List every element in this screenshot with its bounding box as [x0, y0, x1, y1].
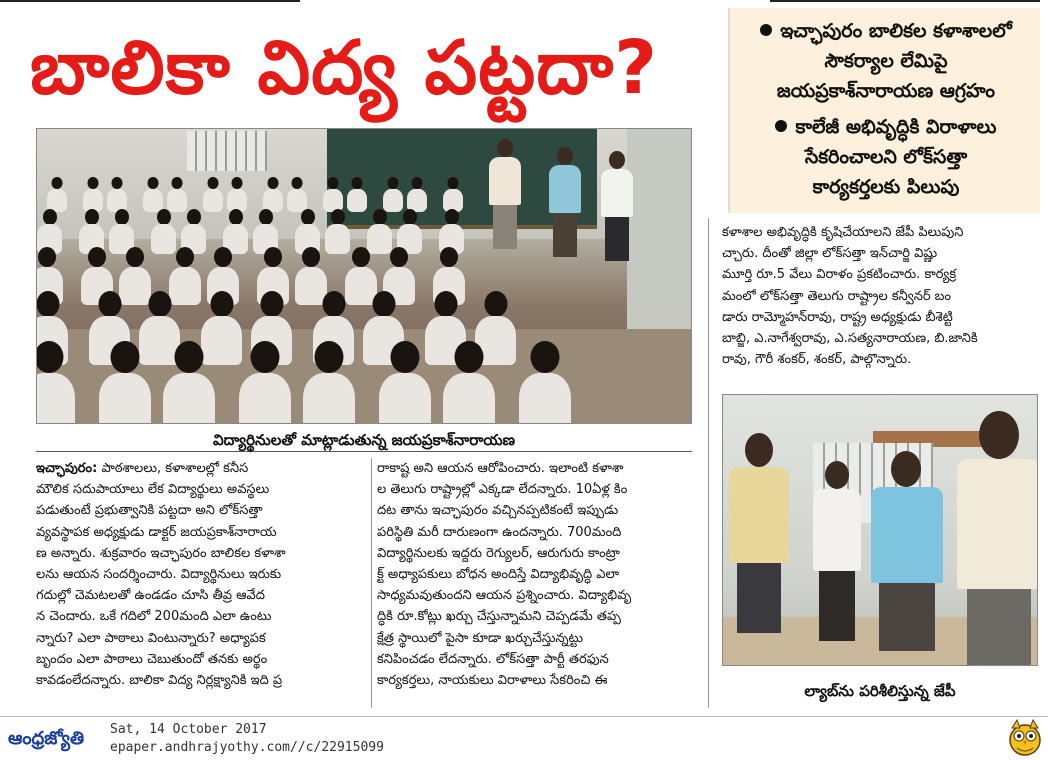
highlight-1-line-1: ఇచ్ఛాపురం బాలికల కళాశాలలో	[730, 20, 1042, 47]
top-rule-right	[770, 0, 1040, 2]
highlight-1-line-3: జయప్రకాశ్‌నారాయణ ఆగ్రహం	[776, 80, 996, 102]
article-line: చ్చారు. దీంతో జిల్లా లోక్‌సత్తా ఇన్‌చార్జి విష్ణు	[722, 246, 938, 262]
lab-photo-caption: ల్యాబ్‌ను పరిశీలిస్తున్న జేపీ	[804, 682, 956, 700]
article-column-1	[36, 458, 366, 691]
article-line: ణ అన్నారు. శుక్రవారం ఇచ్ఛాపురం బాలికల కళాశా	[36, 545, 286, 561]
article-line: కార్యకర్తలు, నాయకులు విరాళాలు సేకరించి ఈ	[377, 673, 608, 689]
article-column-3	[722, 222, 1040, 370]
article-line: డారు రామ్మోహన్‌రావు, రాష్ట్ర అధ్యక్షుడు బీశెట్టి	[722, 309, 953, 325]
article-line: బృందం ఎలా పాఠాలు చెబుతుందో తనకు అర్థం	[36, 651, 268, 667]
article-line: గదుల్లో చెమటలతో ఉండడం చూసి తీవ్ర ఆవేద	[36, 588, 265, 604]
article-column-2	[377, 458, 693, 691]
article-line: బాబ్జి, ఎ.నాగేశ్వరావు, ఎ.సత్యనారాయణ, బి.జానికి	[722, 331, 978, 347]
article-line: ద్ధికి రూ.కోట్లు ఖర్చు చేస్తున్నామని చెప్పడమే తప్ప	[377, 609, 621, 625]
headline: బాలికా విద్య పట్టదా?	[30, 25, 659, 111]
highlight-2-line-1: కాలేజీ అభివృద్ధికి విరాళాలు	[730, 116, 1042, 143]
classroom-photo-caption: విద్యార్థినులతో మాట్లాడుతున్న జయప్రకాశ్‌నారాయణ	[36, 428, 692, 452]
classroom-photo	[36, 128, 692, 424]
bullet-icon	[760, 24, 772, 36]
article-line: మంలో లోక్‌సత్తా తెలుగు రాష్ట్రాల కన్వీనర్ బం	[722, 288, 952, 304]
footer-rule	[0, 716, 1048, 717]
andhrajyothy-logo: ఆంధ్రజ్యోతి	[8, 728, 85, 749]
column-divider	[708, 218, 709, 708]
dateline: ఇచ్ఛాపురం:	[36, 461, 98, 476]
article-line: దట తాను ఇచ్ఛాపురం వచ్చినప్పటికంటే ఇప్పుడు	[377, 503, 619, 519]
article-line: పడుతుంటే ప్రభుత్వానికి పట్టదా అని లోక్‌సత్తా	[36, 503, 263, 519]
column-divider	[371, 458, 372, 708]
footer-meta	[110, 721, 384, 757]
highlights-box	[728, 8, 1040, 213]
highlight-1-line-2: సౌకర్యాల లేమిపై	[824, 50, 948, 72]
article-line: విద్యార్థినులకు ఇద్దరు రెగ్యులర్, ఆరుగురు కాంట్రా	[377, 545, 620, 561]
lab-photo	[722, 394, 1038, 666]
highlight-2-line-2: సేకరించాలని లోక్‌సత్తా	[804, 146, 968, 168]
bullet-icon	[775, 120, 787, 132]
article-line: మూర్తి రూ.5 వేలు విరాళం ప్రకటించారు. కార్యక్ర	[722, 267, 957, 283]
article-line: మౌలిక సదుపాయాలు లేక విద్యార్థులు అవస్థలు	[36, 482, 270, 498]
article-line: క్ట్ అధ్యాపకులు బోధన అందిస్తే విద్యాభివృద్ధి ఎలా	[377, 567, 620, 583]
article-line: సాధ్యమవుతుందని ఆయన ప్రశ్నించారు. విద్యాభివృ	[377, 588, 632, 604]
highlight-2-line-3: కార్యకర్తలకు పిలుపు	[812, 176, 960, 198]
article-line: ల తెలుగు రాష్ట్రాల్లో ఎక్కడా లేదన్నారు. 10ఏళ్ల కిం	[377, 482, 628, 498]
article-line: రాకాష్ట అని ఆయన ఆరోపించారు. ఇలాంటి కళాశా	[377, 461, 624, 476]
owl-icon	[1008, 718, 1042, 756]
article-line: పరిస్థితి మరీ దారుణంగా ఉందన్నారు. 700మంది	[377, 524, 622, 540]
article-line: న చెందారు. ఒకే గదిలో 200మంది ఎలా ఉంటు	[36, 609, 272, 625]
epaper-url[interactable]: epaper.andhrajyothy.com//c/22915099	[110, 740, 384, 755]
article-line: న్నారు? ఎలా పాఠాలు వింటున్నారు? అధ్యాపక	[36, 630, 266, 646]
article-line: కళాశాల అభివృద్ధికి కృషిచేయాలని జేపీ పిలుపుని	[722, 225, 964, 240]
article-line: వ్యవస్థాపక అధ్యక్షుడు డాక్టర్ జయప్రకాశ్‌నారాయ	[36, 524, 277, 540]
article-line: క్షేత్ర స్థాయిలో పైసా కూడా ఖర్చుచేస్తున్నట్టు	[377, 630, 584, 646]
article-line: లను ఆయన సందర్శించారు. విద్యార్థినులు ఇరుకు	[36, 567, 282, 583]
top-rule	[0, 0, 300, 2]
article-line: కావడంలేదన్నారు. బాలికా విద్య నిర్లక్ష్యానికి ఇది ప్ర	[36, 673, 283, 689]
article-line: రావు, గౌరీ శంకర్, శంకర్, పాల్గొన్నారు.	[722, 352, 912, 368]
article-line: ఇచ్ఛాపురం: పాఠశాలలు, కళాశాలల్లో కనీస	[36, 461, 249, 476]
publication-date: Sat, 14 October 2017	[110, 722, 267, 737]
article-line: కనిపించడం లేదన్నారు. లోక్‌సత్తా పార్టీ తరఫున	[377, 651, 609, 667]
